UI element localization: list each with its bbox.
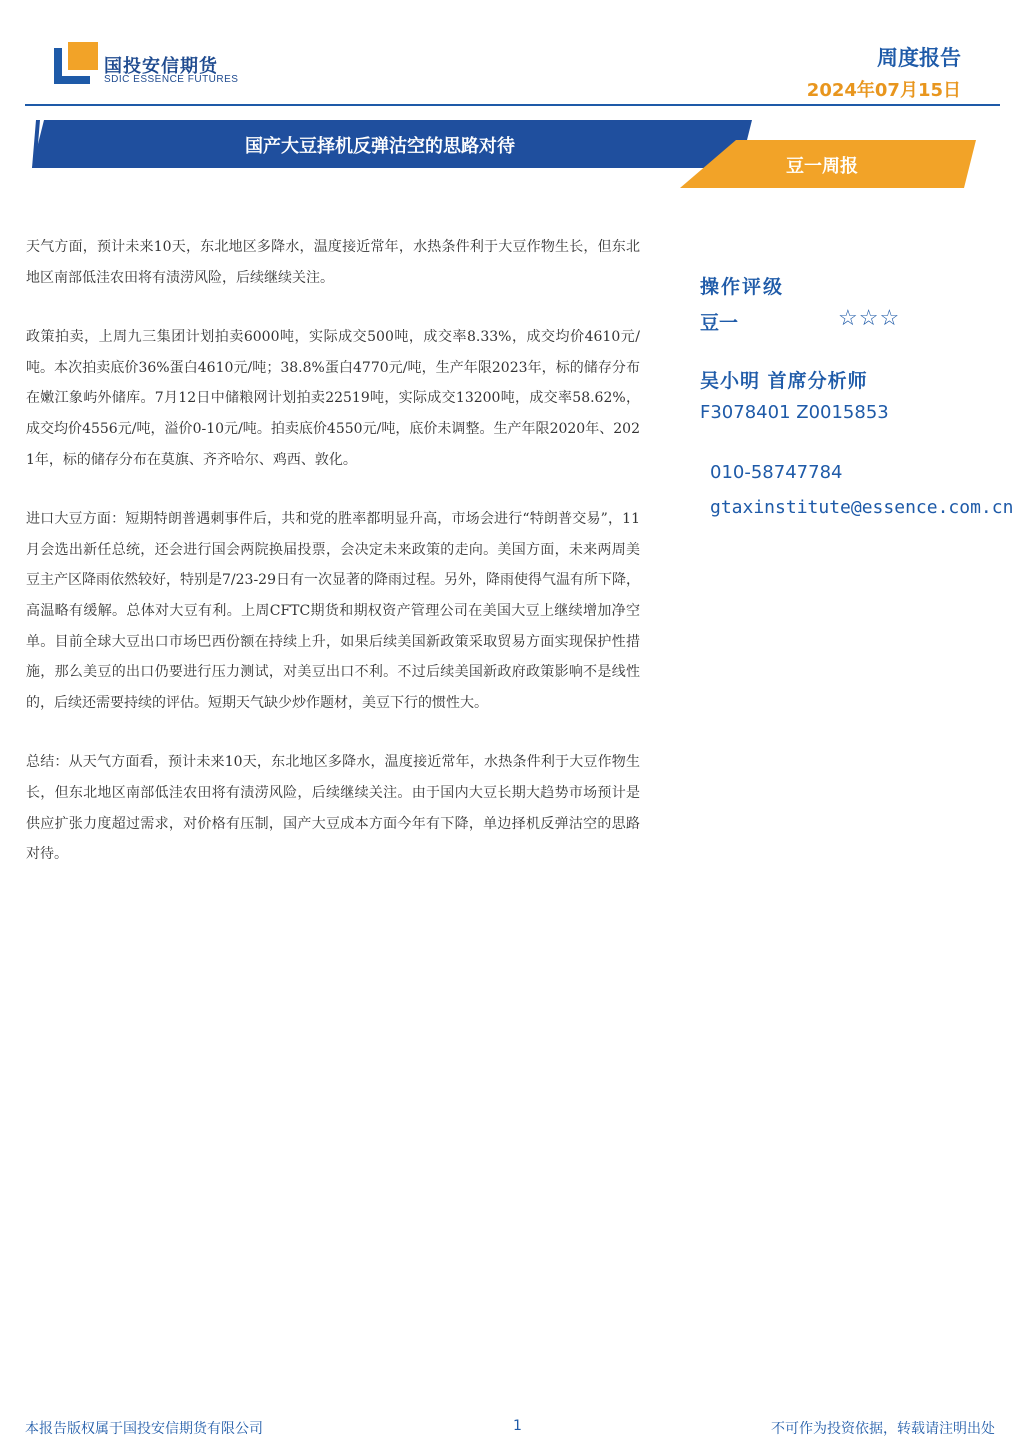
report-body xyxy=(26,232,640,899)
report-tag: 豆一周报 xyxy=(786,156,858,177)
company-logo-icon xyxy=(54,42,98,84)
paragraph-summary: 总结：从天气方面看，预计未来10天，东北地区多降水，温度接近常年，水热条件利于大豆作物生长，但东北地区南部低洼农田将有渍涝风险，后续继续关注。由于国内大豆长期大趋势市场预计是供应扩张力度超过需求，对价格有压制，国产大豆成本方面今年有下降，单边择机反弹沽空的思路对待。 xyxy=(26,754,640,863)
contact-phone: 010-58747784 xyxy=(710,462,843,483)
rating-stars-icon: ☆☆☆ xyxy=(838,306,901,331)
analyst-name: 吴小明 首席分析师 xyxy=(700,370,868,392)
paragraph-weather: 天气方面，预计未来10天，东北地区多降水，温度接近常年，水热条件利于大豆作物生长，但东北地区南部低洼农田将有渍涝风险，后续继续关注。 xyxy=(26,239,640,286)
analyst-cert: F3078401 Z0015853 xyxy=(700,402,889,423)
page-number: 1 xyxy=(513,1418,522,1434)
footer-disclaimer: 不可作为投资依据，转载请注明出处 xyxy=(771,1421,995,1437)
report-date: 2024年07月15日 xyxy=(806,80,961,101)
paragraph-import: 进口大豆方面：短期特朗普遇刺事件后，共和党的胜率都明显升高，市场会进行“特朗普交易”，11月会选出新任总统，还会进行国会两院换届投票，会决定未来政策的走向。美国方面，未来两周美豆主产区降雨依然较好，特别是7/23-29日有一次显著的降雨过程。另外，降雨使得气温有所下降，高温略有缓解。总体对大豆有利。上周CFTC期货和期权资产管理公司在美国大豆上继续增加净空单。目前全球大豆出口市场巴西份额在持续上升，如果后续美国新政策采取贸易方面实现保护性措施，那么美豆的出口仍要进行压力测试，对美豆出口不利。不过后续美国新政府政策影响不是线性的，后续还需要持续的评估。短期天气缺少炒作题材，美豆下行的惯性大。 xyxy=(26,511,640,711)
rating-product: 豆一 xyxy=(700,312,739,334)
contact-email[interactable]: gtaxinstitute@essence.com.cn xyxy=(710,497,1014,518)
rating-label: 操作评级 xyxy=(700,276,785,298)
page-footer xyxy=(0,1414,1025,1444)
header-divider xyxy=(25,104,1000,106)
report-title: 国产大豆择机反弹沽空的思路对待 xyxy=(245,136,515,157)
footer-copyright: 本报告版权属于国投安信期货有限公司 xyxy=(25,1421,263,1437)
report-header xyxy=(0,0,1025,110)
company-name: 国投安信期货 xyxy=(104,56,218,77)
company-name-en: SDIC ESSENCE FUTURES xyxy=(104,74,239,85)
paragraph-auction: 政策拍卖，上周九三集团计划拍卖6000吨，实际成交500吨，成交率8.33%，成交均价4610元/吨。本次拍卖底价36%蛋白4610元/吨；38.8%蛋白4770元/吨，生产年限2023年，标的储存分布在嫩江象屿外储库。7月12日中储粮网计划拍卖22519吨，实际成交13200吨，成交率58.62%，成交均价4556元/吨，溢价0-10元/吨。拍卖底价4550元/吨，底价未调整。生产年限2020年、2021年，标的储存分布在莫旗、齐齐哈尔、鸡西、敦化。 xyxy=(26,329,640,468)
report-type: 周度报告 xyxy=(877,46,961,70)
